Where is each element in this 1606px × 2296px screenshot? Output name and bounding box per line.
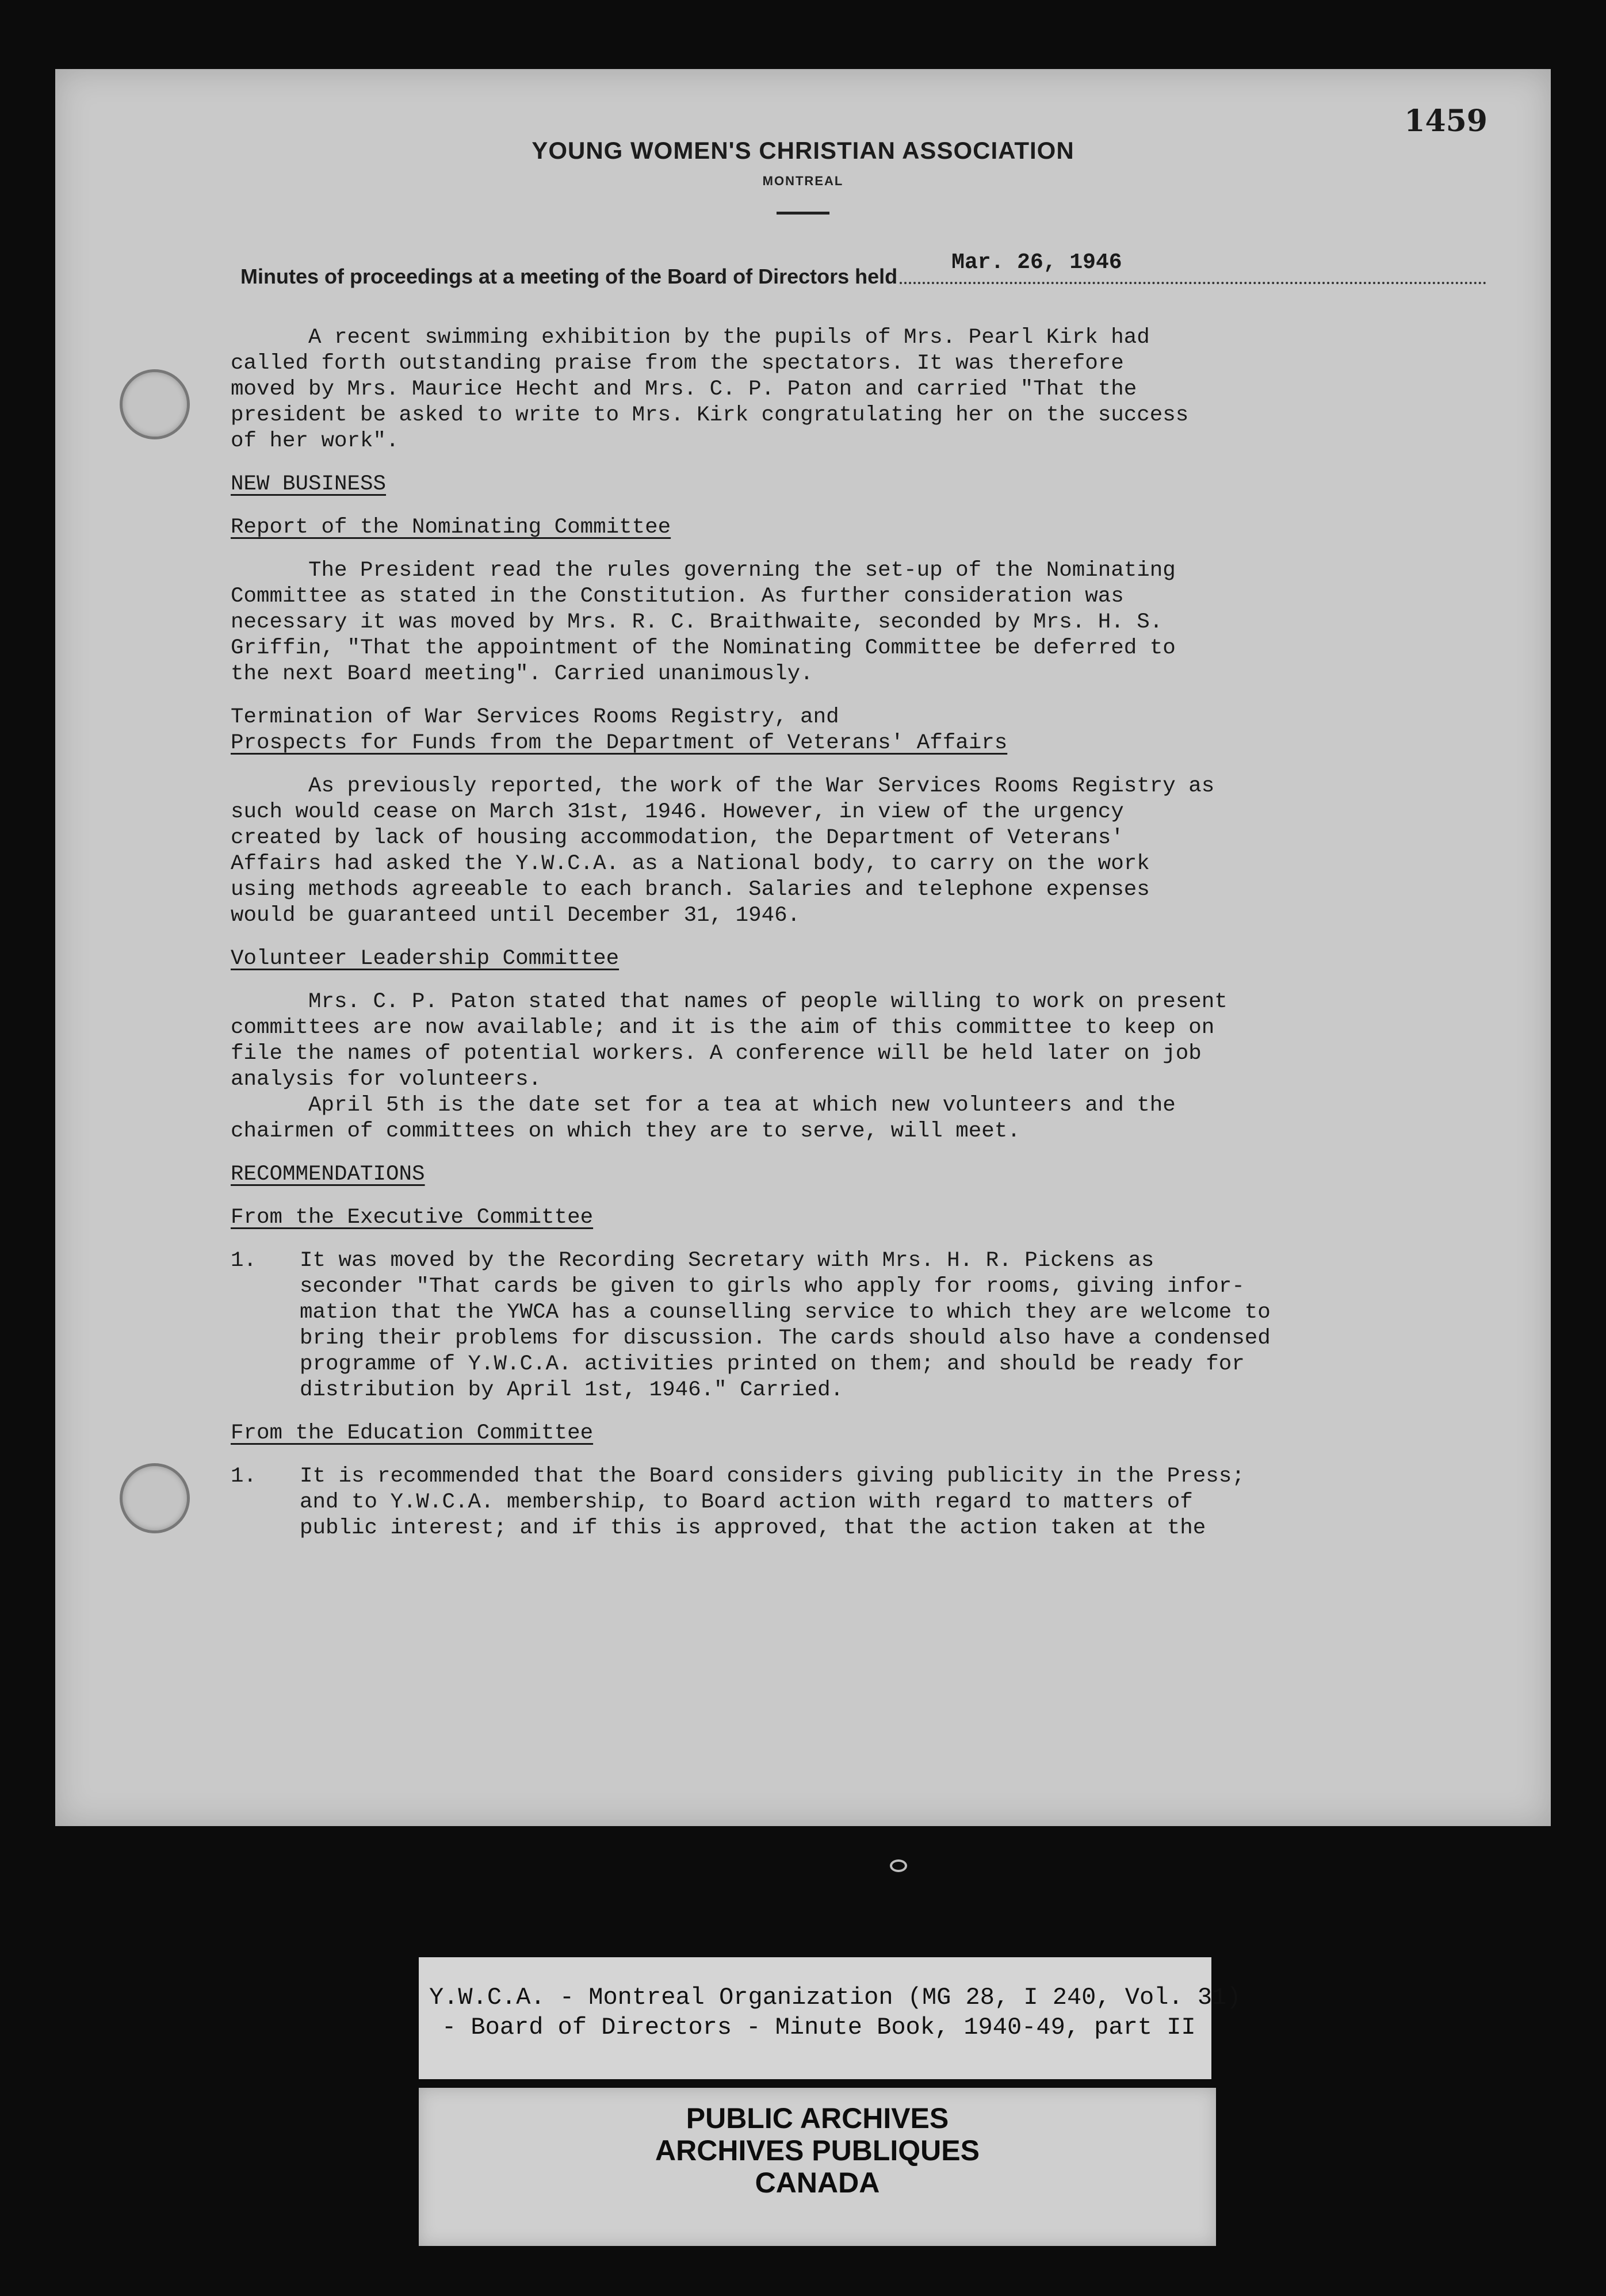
executive-item-number: 1.: [231, 1249, 257, 1273]
archive-stamp-line1: PUBLIC ARCHIVES: [686, 2102, 949, 2134]
organization-name: YOUNG WOMEN'S CHRISTIAN ASSOCIATION: [531, 137, 1075, 164]
nominating-committee-heading: Report of the Nominating Committee: [231, 515, 671, 539]
archive-stamp-line2: ARCHIVES PUBLIQUES: [655, 2134, 980, 2167]
executive-item-text: It was moved by the Recording Secretary with Mrs. H. R. Pickens as seconder "That cards be given to girls who apply for rooms, giving infor- mation that the YWCA has a counselling service to which they are welcome to bring their problems for discussion. The cards should also have a condensed programme of Y.W.C.A. activities printed on them; and should be ready for distribution by April 1st, 1946." Carried.: [300, 1249, 1271, 1402]
war-services-heading-line2: Prospects for Funds from the Department of Veterans' Affairs: [231, 731, 1008, 755]
volunteer-committee-heading: Volunteer Leadership Committee: [231, 947, 620, 971]
archive-label-line1: Y.W.C.A. - Montreal Organization (MG 28, I 240, Vol. 31): [429, 1984, 1241, 2011]
minutes-label: Minutes of proceedings at a meeting of the Board of Directors held: [240, 265, 898, 288]
meeting-date: Mar. 26, 1946: [951, 250, 1122, 275]
archive-stamp-text: [419, 2102, 1216, 2199]
minutes-header-line: [240, 250, 1486, 289]
date-dotted-line: [900, 250, 1486, 284]
education-committee-heading: From the Education Committee: [231, 1421, 594, 1445]
war-services-heading: [231, 705, 1519, 756]
education-item-text: It is recommended that the Board considers giving publicity in the Press; and to Y.W.C.A. membership, to Board action with regard to matters of public interest; and if this is approved, that the action taken at the: [300, 1464, 1245, 1540]
education-recommendation: [231, 1464, 1519, 1541]
executive-committee-heading: From the Executive Committee: [231, 1206, 594, 1230]
minutes-body: [231, 325, 1519, 1554]
organization-city: MONTREAL: [762, 174, 844, 188]
letterhead: [55, 137, 1551, 215]
archive-label-line2: - Board of Directors - Minute Book, 1940-49, part II: [442, 2014, 1196, 2041]
letterhead-rule: [777, 212, 829, 215]
education-item-number: 1.: [231, 1464, 257, 1488]
archive-reference-label: [419, 1957, 1241, 2079]
archive-stamp-line3: CANADA: [755, 2167, 880, 2199]
volunteer-paragraph-1: Mrs. C. P. Paton stated that names of people willing to work on present committees are now available; and it is the aim of this committee to keep on file the names of potential workers. A conference will be held later on job analysis for volunteers.: [231, 990, 1228, 1092]
war-services-heading-line1: Termination of War Services Rooms Registry, and: [231, 705, 839, 729]
film-speck: [890, 1859, 907, 1872]
executive-recommendation: [231, 1248, 1519, 1403]
war-services-paragraph: As previously reported, the work of the War Services Rooms Registry as such would cease on March 31st, 1946. However, in view of the urgency created by lack of housing accommodation, the Department of Veterans' Affairs had asked the Y.W.C.A. as a National body, to carry on the work using methods agreeable to each branch. Salaries and telephone expenses would be guaranteed until December 31, 1946.: [231, 774, 1215, 928]
nominating-committee-paragraph: The President read the rules governing the set-up of the Nominating Committee as stated in the Constitution. As further consideration was necessary it was moved by Mrs. R. C. Braithwaite, seconded by Mrs. H. S. Griffin, "That the appointment of the Nominating Committee be deferred to the next Board meeting". Carried unanimously.: [231, 558, 1176, 686]
page-number: 1459: [1404, 104, 1488, 139]
punch-hole-bottom: [120, 1463, 190, 1533]
intro-paragraph: A recent swimming exhibition by the pupils of Mrs. Pearl Kirk had called forth outstanding praise from the spectators. It was therefore moved by Mrs. Maurice Hecht and Mrs. C. P. Paton and carried "That the president be asked to write to Mrs. Kirk congratulating her on the success of her work".: [231, 326, 1189, 453]
punch-hole-top: [120, 369, 190, 439]
volunteer-paragraph-2: April 5th is the date set for a tea at which new volunteers and the chairmen of committees on which they are to serve, will meet.: [231, 1093, 1176, 1143]
recommendations-heading: RECOMMENDATIONS: [231, 1162, 425, 1187]
document-page: [55, 69, 1551, 1826]
archive-stamp: [419, 2088, 1216, 2246]
new-business-heading: NEW BUSINESS: [231, 472, 387, 496]
